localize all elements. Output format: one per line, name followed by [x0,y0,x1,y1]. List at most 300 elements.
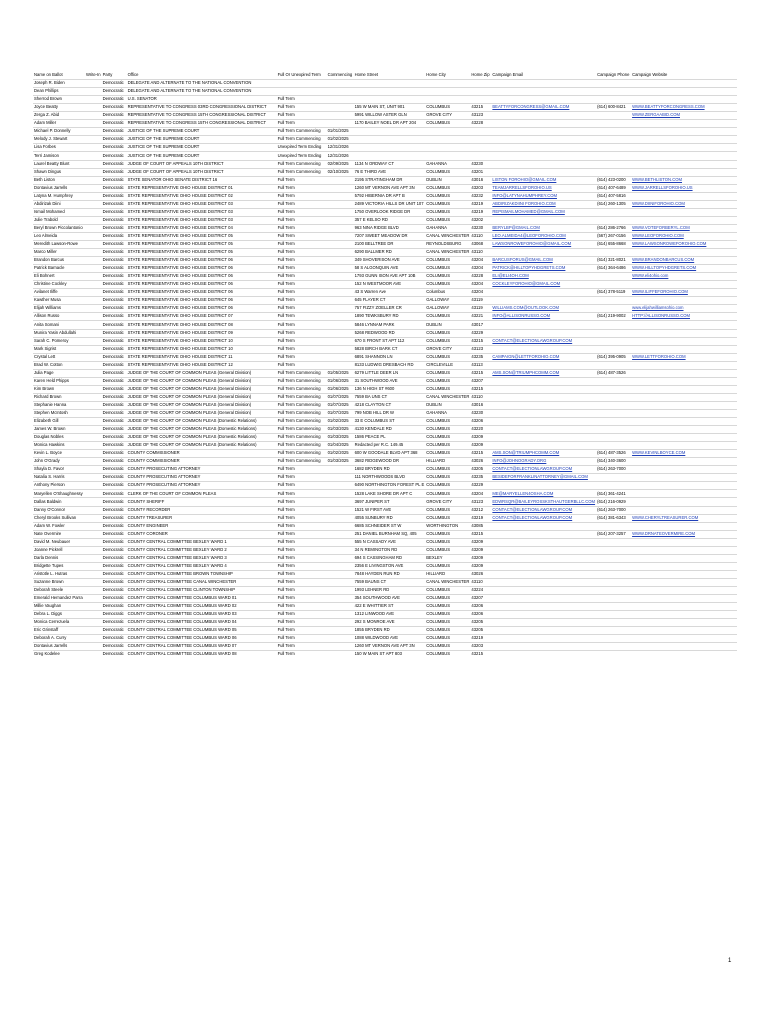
cell-office: STATE REPRESENTATIVE OHIO HOUSE DISTRICT 06 [127,289,277,297]
cell-website[interactable]: WWW.BRANDONBARCUS.COM [631,257,737,265]
cell-name: Millie Vaughan [33,603,85,611]
cell-website [631,546,737,554]
cell-office: COUNTY CENTRAL COMMITTEE BROWN TOWNSHIP [127,570,277,578]
cell-party: Democratic [102,643,127,651]
cell-email [491,643,596,651]
cell-email[interactable]: INFO@LATYNAHUMPHREY.COM [491,192,596,200]
cell-website[interactable]: WWW.JARRELLSFOROHIO.US [631,184,737,192]
cell-website[interactable]: WWW.LETTFOROHIO.COM [631,353,737,361]
cell-home-city [425,88,470,96]
cell-name: Brad W. Cotton [33,361,85,369]
cell-name: Douglas Nobles [33,434,85,442]
cell-write-in [85,643,102,651]
cell-email[interactable]: LISTON FOROHIO@GMAIL.COM [491,176,596,184]
cell-term: Full Term [277,562,327,570]
cell-home-city: COLUMBUS [425,442,470,450]
cell-website[interactable]: WWW.DRNATEOVERMIRE.COM [631,530,737,538]
cell-office: JUDGE OF THE COURT OF COMMON PLEAS (Domestic Relations) [127,434,277,442]
table-row [33,273,737,281]
cell-email [491,144,596,152]
cell-phone: (614) 378-5119 [596,289,631,297]
cell-office: STATE REPRESENTATIVE OHIO HOUSE DISTRICT 10 [127,345,277,353]
cell-commencing: 01/02/2025 [327,136,354,144]
cell-email[interactable]: LEO.ALMEIDA4@LEOFOROHIO.COM [491,232,596,240]
table-row [33,482,737,490]
cell-email[interactable]: CONTACT@ELECTIONLAWGROUP.COM [491,466,596,474]
cell-website [631,144,737,152]
cell-write-in [85,603,102,611]
cell-party: Democratic [102,466,127,474]
cell-home-city: COLUMBUS [425,353,470,361]
cell-home-zip: 43201 [470,168,491,176]
cell-email[interactable]: EDWRSQR@BAILEYROSSKSTHAUTGERBLLC.COM [491,498,596,506]
cell-website [631,393,737,401]
cell-commencing [327,353,354,361]
cell-name: Richard Brown [33,393,85,401]
cell-phone [596,546,631,554]
cell-home-city: CANAL WINCHESTER [425,249,470,257]
cell-write-in [85,337,102,345]
cell-email [491,409,596,417]
cell-website[interactable]: WWW.BETHLISTON.COM [631,176,737,184]
cell-term: Full Term [277,321,327,329]
cell-phone [596,361,631,369]
table-row [33,538,737,546]
cell-term: Unexpired Term Ending [277,144,327,152]
cell-phone [596,305,631,313]
table-row [33,393,737,401]
cell-term: Full Term [277,643,327,651]
cell-party: Democratic [102,281,127,289]
cell-name: Sarah C. Pomeroy [33,337,85,345]
cell-email[interactable]: AMS.SON@TRIUMPHCOMM.COM [491,369,596,377]
cell-home-street: 1521 W FIRST AVE [354,506,426,514]
cell-home-street: 670 S FRONT ST APT 112 [354,337,426,345]
cell-office: STATE REPRESENTATIVE OHIO HOUSE DISTRICT 03 [127,200,277,208]
cell-term: Full Term Commencing [277,458,327,466]
table-row [33,297,737,305]
cell-website [631,570,737,578]
cell-write-in [85,514,102,522]
cell-email[interactable]: ABDIRIZAKDIINI FOROHIO.COM [491,200,596,208]
cell-website [631,321,737,329]
cell-website [631,152,737,160]
cell-write-in [85,345,102,353]
cell-home-zip [470,80,491,88]
cell-home-city [425,128,470,136]
cell-website [631,426,737,434]
cell-phone [596,603,631,611]
cell-website[interactable]: WWW.DIINIFOROHIO.COM [631,200,737,208]
cell-term: Full Term [277,305,327,313]
cell-phone [596,152,631,160]
cell-write-in [85,329,102,337]
cell-home-city: COLUMBUS [425,538,470,546]
cell-email[interactable]: AMS.SON@TRIUMPHCOMM.COM [491,450,596,458]
cell-home-city: COLUMBUS [425,377,470,385]
cell-term: Full Term [277,289,327,297]
cell-office: STATE REPRESENTATIVE OHIO HOUSE DISTRICT 06 [127,305,277,313]
cell-write-in [85,490,102,498]
cell-email[interactable]: BESIDEFORFRANKLINATTORNEY@GMAIL.COM [491,474,596,482]
cell-home-street: 7559 BAUNS CT [354,578,426,586]
cell-website[interactable]: WWW.LAWSONROWEFOROHIO.COM [631,240,737,248]
cell-term: Full Term [277,474,327,482]
cell-office: REPRESENTATIVE TO CONGRESS 03RD CONGRESSIONAL DISTRICT [127,104,277,112]
cell-email [491,619,596,627]
table-row [33,409,737,417]
cell-name: Joanne Pickrell [33,546,85,554]
cell-name: Stephen McIntosh [33,409,85,417]
cell-phone [596,377,631,385]
cell-email [491,393,596,401]
cell-write-in [85,627,102,635]
cell-home-city: COLUMBUS [425,611,470,619]
cell-phone: (614) 216-0929 [596,498,631,506]
cell-phone: (614) 487-3526 [596,369,631,377]
cell-commencing [327,595,354,603]
cell-website [631,474,737,482]
cell-term: Full Term [277,249,327,257]
cell-office: STATE REPRESENTATIVE OHIO HOUSE DISTRICT 07 [127,313,277,321]
cell-home-street [354,144,426,152]
cell-commencing [327,240,354,248]
cell-office: DELEGATE AND ALTERNATE TO THE NATIONAL CONVENTION [127,88,277,96]
cell-home-street: 3697 JUNIPER ST [354,498,426,506]
cell-email[interactable]: BERYLBP@GMAIL.COM [491,224,596,232]
cell-email[interactable]: CONTACT@ELECTIONLAWGROUP.COM [491,514,596,522]
cell-home-city: HILLIARD [425,570,470,578]
cell-term: Full Term [277,329,327,337]
cell-phone [596,273,631,281]
cell-name: Abdirizak Diini [33,200,85,208]
cell-office: JUDGE OF THE COURT OF COMMON PLEAS (General Division) [127,409,277,417]
table-row [33,506,737,514]
cell-email[interactable]: CAMPAIGN@LETTFOROHIO.COM [491,353,596,361]
cell-office: U.S. SENATOR [127,96,277,104]
cell-commencing [327,603,354,611]
cell-party: Democratic [102,651,127,659]
cell-home-zip: 43206 [470,611,491,619]
cell-email[interactable]: INFO@JOHNOGRADY.ORG [491,458,596,466]
cell-write-in [85,393,102,401]
cell-home-street: Redacted per R.C. 149.45 [354,442,426,450]
cell-term: Full Term [277,200,327,208]
cell-email[interactable]: ELI@ELI4OH.COM [491,273,596,281]
cell-email[interactable]: LAWSONROWEFOROHIO@GMAIL.COM [491,240,596,248]
cell-email[interactable]: CONTACT@ELECTIONLAWGROUP.COM [491,337,596,345]
cell-office: JUDGE OF THE COURT OF COMMON PLEAS (Domestic Relations) [127,418,277,426]
cell-party: Democratic [102,409,127,417]
cell-name: David M. Neubauer [33,538,85,546]
cell-home-zip: 43215 [470,651,491,659]
cell-email[interactable]: COCKLEYFOROHIO@GMAIL.COM [491,281,596,289]
cell-term: Full Term Commencing [277,426,327,434]
cell-home-zip: 43119 [470,305,491,313]
cell-term: Full Term [277,273,327,281]
table-row [33,249,737,257]
cell-email[interactable]: WILLIAMS.COM@OUTLOOK.COM [491,305,596,313]
cell-website [631,369,737,377]
cell-name: Brandon Barcus [33,257,85,265]
cell-email[interactable]: ME@MARYELLEN4OSHA.COM [491,490,596,498]
table-row [33,450,737,458]
cell-website [631,603,737,611]
cell-phone: (614) 263-7000 [596,466,631,474]
cell-home-city: COLUMBUS [425,562,470,570]
cell-website[interactable]: WWW.LEOFOROHIO.COM [631,232,737,240]
cell-party: Democratic [102,418,127,426]
cell-party: Democratic [102,538,127,546]
cell-email [491,418,596,426]
cell-home-zip: 43202 [470,216,491,224]
cell-phone [596,434,631,442]
cell-home-street: 1170 BAILEY NOEL DR APT 204 [354,120,426,128]
cell-email [491,329,596,337]
cell-write-in [85,595,102,603]
cell-commencing [327,200,354,208]
cell-phone [596,321,631,329]
table-row [33,120,737,128]
table-row [33,570,737,578]
cell-phone: (614) 407-5816 [596,192,631,200]
cell-home-street: 1528 LAKE SHORE DR APT C [354,490,426,498]
cell-website[interactable]: WWW.BEATTYFORCONGRESS.COM [631,104,737,112]
cell-term: Full Term [277,208,327,216]
cell-home-city: COLUMBUS [425,595,470,603]
cell-commencing [327,112,354,120]
cell-email[interactable]: TEAMJARRELLSFOROHIO.US [491,184,596,192]
cell-name: Anita Somani [33,321,85,329]
cell-party: Democratic [102,329,127,337]
cell-write-in [85,144,102,152]
cell-name: John O'Grady [33,458,85,466]
cell-name: Terri Jamison [33,152,85,160]
cell-phone [596,345,631,353]
cell-website[interactable]: HTTP://ALLISONRUSSO.COM [631,313,737,321]
cell-party: Democratic [102,289,127,297]
cell-website [631,80,737,88]
cell-name: Meredith Lawson-Rowe [33,240,85,248]
cell-write-in [85,112,102,120]
cell-commencing [327,313,354,321]
cell-office: STATE REPRESENTATIVE OHIO HOUSE DISTRICT 02 [127,192,277,200]
cell-term: Full Term [277,120,327,128]
cell-home-city: COLUMBUS [425,192,470,200]
cell-home-city [425,136,470,144]
cell-home-city: COLUMBUS [425,627,470,635]
cell-home-zip: 43209 [470,434,491,442]
cell-party: Democratic [102,224,127,232]
cell-name: Monica Hawkins [33,442,85,450]
cell-term: Full Term [277,651,327,659]
cell-email [491,442,596,450]
cell-commencing [327,474,354,482]
table-row [33,240,737,248]
cell-write-in [85,570,102,578]
cell-website [631,434,737,442]
cell-write-in [85,506,102,514]
cell-term: Full Term [277,554,327,562]
cell-commencing: 12/31/2026 [327,152,354,160]
table-row [33,595,737,603]
cell-email [491,152,596,160]
cell-name: Melody J. Stewart [33,136,85,144]
cell-website[interactable]: WWW.VOTEFORBERYL.COM [631,224,737,232]
cell-home-zip: 43085 [470,522,491,530]
cell-home-city: COLUMBUS [425,514,470,522]
cell-term: Unexpired Term Ending [277,152,327,160]
cell-website[interactable]: www.elijahwilliamsohio.com [631,305,737,313]
table-row [33,184,737,192]
cell-phone [596,144,631,152]
cell-email [491,546,596,554]
cell-home-city: COLUMBUS [425,466,470,474]
cell-write-in [85,426,102,434]
cell-write-in [85,554,102,562]
cell-website [631,619,737,627]
cell-office: STATE REPRESENTATIVE OHIO HOUSE DISTRICT 10 [127,337,277,345]
cell-party: Democratic [102,490,127,498]
cell-phone: (567) 267-0156 [596,232,631,240]
cell-home-city: REYNOLDSBURG [425,240,470,248]
cell-term: Full Term Commencing [277,418,327,426]
col-party: Party [102,72,113,78]
cell-email [491,297,596,305]
cell-commencing [327,619,354,627]
cell-home-street: 757 FIZZY ZOELLER CR [354,305,426,313]
cell-email[interactable]: BEATTYFORCONGRESS@GMAIL.COM [491,104,596,112]
table-row [33,643,737,651]
cell-office: COUNTY CENTRAL COMMITTEE COLUMBUS WARD 06 [127,635,277,643]
table-row [33,128,737,136]
cell-phone [596,393,631,401]
cell-website [631,88,737,96]
cell-commencing: 01/07/2025 [327,401,354,409]
cell-commencing [327,305,354,313]
cell-name: Marco Miller [33,249,85,257]
cell-website[interactable]: WWW.HILLTOPYHDGRETS.COM [631,265,737,273]
cell-home-zip: 43209 [470,442,491,450]
cell-commencing [327,554,354,562]
cell-home-zip: 43204 [470,257,491,265]
cell-email [491,611,596,619]
cell-phone: (614) 260-1305 [596,200,631,208]
cell-party: Democratic [102,313,127,321]
cell-website[interactable]: WWW.CHERYLTREASURER.COM [631,514,737,522]
cell-party: Democratic [102,562,127,570]
cell-office: COUNTY CENTRAL COMMITTEE COLUMBUS WARD 05 [127,627,277,635]
cell-office: COUNTY CENTRAL COMMITTEE COLUMBUS WARD 03 [127,611,277,619]
cell-office: STATE REPRESENTATIVE OHIO HOUSE DISTRICT 01 [127,184,277,192]
cell-phone [596,522,631,530]
cell-website [631,554,737,562]
cell-office: JUSTICE OF THE SUPREME COURT [127,144,277,152]
cell-party: Democratic [102,232,127,240]
cell-website[interactable]: WWW.eli4ohio.com [631,273,737,281]
cell-home-street: 357 E KELSO RD [354,216,426,224]
table-row [33,490,737,498]
cell-home-city: CANAL WINCHESTER [425,232,470,240]
cell-name: Patrick Barnacle [33,265,85,273]
cell-email [491,482,596,490]
cell-website[interactable]: WWW.ZERGAABID.COM [631,112,737,120]
cell-website[interactable]: WWW.ILIFFEFOROHIO.COM [631,289,737,297]
cell-party: Democratic [102,530,127,538]
cell-commencing: 01/03/2025 [327,434,354,442]
cell-phone: (614) 219-9002 [596,313,631,321]
cell-office: STATE REPRESENTATIVE OHIO HOUSE DISTRICT 03 [127,216,277,224]
table-row [33,329,737,337]
table-row [33,369,737,377]
cell-home-zip: 43219 [470,208,491,216]
cell-party: Democratic [102,627,127,635]
table-row [33,104,737,112]
cell-home-street [354,128,426,136]
cell-party: Democratic [102,88,127,96]
cell-home-street: 33 E COLUMBUS ST [354,418,426,426]
cell-commencing: 01/04/2025 [327,442,354,450]
table-row [33,514,737,522]
cell-home-street: 76 E THIRD AVE [354,168,426,176]
table-row [33,546,737,554]
cell-website [631,345,737,353]
table-row [33,418,737,426]
cell-home-zip: 43204 [470,265,491,273]
cell-party: Democratic [102,635,127,643]
table-row [33,160,737,168]
cell-write-in [85,176,102,184]
cell-home-street: 150 W MAIN ST APT 803 [354,651,426,659]
cell-email[interactable]: CONTACT@ELECTIONLAWGROUP.COM [491,506,596,514]
cell-home-street: 7559 BA UNS CT [354,393,426,401]
cell-write-in [85,369,102,377]
cell-write-in [85,498,102,506]
cell-email [491,345,596,353]
cell-commencing [327,257,354,265]
cell-phone [596,80,631,88]
cell-write-in [85,257,102,265]
cell-email [491,88,596,96]
cell-email[interactable]: PATRICK@HILLTOPYHDGRETS.COM [491,265,596,273]
table-row [33,208,737,216]
table-row [33,635,737,643]
cell-home-zip: 43204 [470,289,491,297]
cell-website[interactable]: WWW.KEVINLBOYCE.COM [631,450,737,458]
cell-commencing: 01/02/2025 [327,450,354,458]
cell-party: Democratic [102,128,127,136]
cell-name: Dontavius Jarrells [33,643,85,651]
cell-write-in [85,249,102,257]
cell-email [491,434,596,442]
cell-commencing [327,361,354,369]
cell-email[interactable]: INFO@ALLISONRUSSO.COM [491,313,596,321]
cell-phone [596,619,631,627]
cell-party: Democratic [102,345,127,353]
cell-home-street: 1993 LEHNER RD [354,587,426,595]
cell-name: Dallas Baldwin [33,498,85,506]
cell-phone [596,168,631,176]
cell-term: Full Term [277,498,327,506]
cell-email[interactable]: BARCUSFORUS@GMAIL.COM [491,257,596,265]
cell-home-city: COLUMBUS [425,643,470,651]
cell-email[interactable]: REPISMAILMOHAMED@GMAIL.COM [491,208,596,216]
cell-name: Anthony Pierson [33,482,85,490]
cell-write-in [85,240,102,248]
cell-home-city: GAHANNA [425,409,470,417]
cell-name: Leo Almeida [33,232,85,240]
cell-office: COUNTY CENTRAL COMMITTEE BEXLEY WARD 4 [127,562,277,570]
